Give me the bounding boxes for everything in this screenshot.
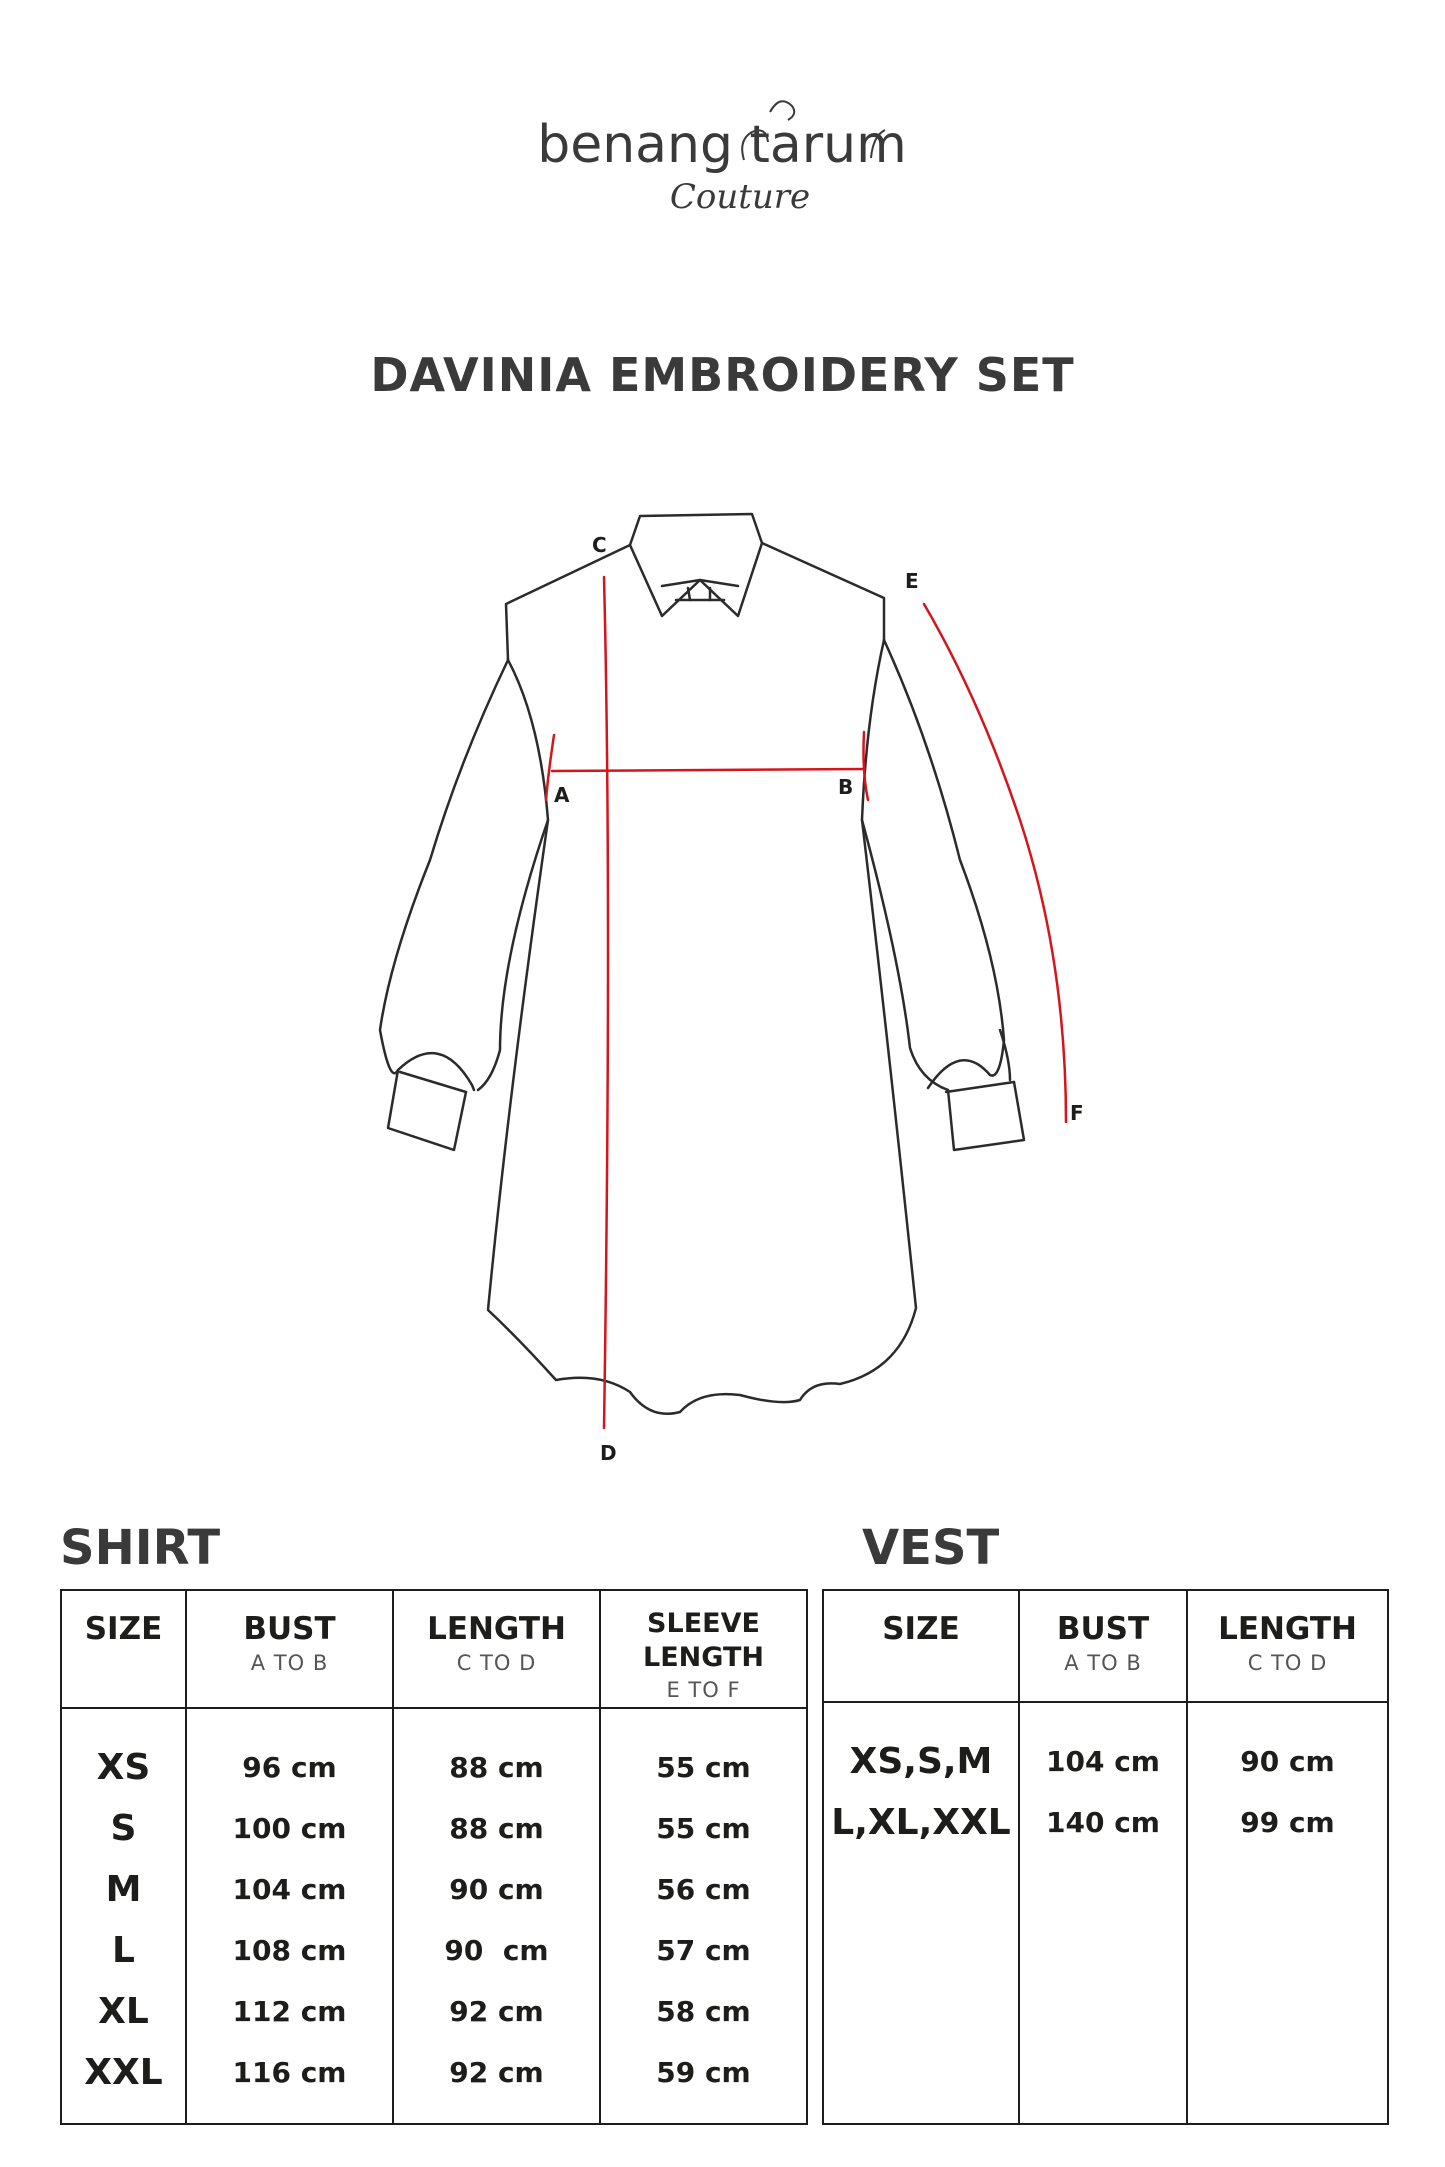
table-header-row [823, 1590, 1388, 1702]
table-body-row [823, 1702, 1388, 2124]
brand-subtitle: Couture [669, 177, 811, 217]
header-bust: BUST A TO B [186, 1590, 393, 1708]
point-e-label: E [905, 569, 919, 593]
length-value: 90 cm [444, 1934, 549, 1967]
length-value: 88 cm [449, 1751, 544, 1784]
size-value: S [110, 1808, 137, 1849]
table-header-row [61, 1590, 807, 1708]
header-length: LENGTH C TO D [1187, 1590, 1388, 1702]
sleeve-value: 57 cm [656, 1934, 751, 1967]
table-body-row [61, 1708, 807, 2124]
shirt-outline [380, 514, 1024, 1414]
size-column [823, 1702, 1019, 2124]
point-b-label: B [838, 775, 854, 799]
vest-size-table [822, 1589, 1389, 2125]
point-d-label: D [600, 1441, 617, 1465]
size-value: XXL [84, 2052, 163, 2093]
size-value: M [105, 1869, 142, 1910]
sleeve-column [600, 1708, 807, 2124]
bust-value: 104 cm [232, 1873, 347, 1906]
bust-value: 140 cm [1046, 1806, 1160, 1839]
length-value: 90 cm [1240, 1745, 1335, 1778]
product-title: DAVINIA EMBROIDERY SET [370, 348, 1075, 402]
shirt-size-table [60, 1589, 808, 2125]
shirt-section-title: SHIRT [60, 1520, 221, 1576]
sleeve-value: 56 cm [656, 1873, 751, 1906]
point-f-label: F [1070, 1101, 1084, 1125]
measurement-lines [546, 577, 1066, 1428]
sleeve-value: 58 cm [656, 1995, 751, 2028]
header-length: LENGTH C TO D [393, 1590, 600, 1708]
bust-value: 116 cm [232, 2056, 347, 2089]
length-value: 92 cm [449, 2056, 544, 2089]
bust-column [186, 1708, 393, 2124]
size-value: XS [96, 1747, 151, 1788]
length-value: 88 cm [449, 1812, 544, 1845]
vest-section-title: VEST [862, 1520, 1000, 1576]
size-value: L [112, 1930, 135, 1971]
header-sleeve-length: SLEEVE LENGTH E TO F [600, 1590, 807, 1708]
size-value: L,XL,XXL [831, 1802, 1011, 1843]
brand-name: benang tarum [537, 115, 907, 175]
length-value: 99 cm [1240, 1806, 1335, 1839]
bust-column [1019, 1702, 1187, 2124]
header-bust: BUST A TO B [1019, 1590, 1187, 1702]
bust-value: 96 cm [242, 1751, 337, 1784]
sleeve-value: 55 cm [656, 1812, 751, 1845]
point-c-label: C [592, 533, 607, 557]
brand-logo [0, 90, 1445, 220]
length-value: 90 cm [449, 1873, 544, 1906]
length-column [1187, 1702, 1388, 2124]
bust-value: 112 cm [232, 1995, 347, 2028]
garment-diagram [0, 490, 1445, 1490]
header-size: SIZE [823, 1590, 1019, 1702]
sleeve-value: 59 cm [656, 2056, 751, 2089]
header-size: SIZE [61, 1590, 186, 1708]
point-a-label: A [554, 783, 570, 807]
bust-value: 104 cm [1046, 1745, 1160, 1778]
sleeve-value: 55 cm [656, 1751, 751, 1784]
size-column [61, 1708, 186, 2124]
length-value: 92 cm [449, 1995, 544, 2028]
bust-value: 108 cm [232, 1934, 347, 1967]
size-value: XL [98, 1991, 149, 2032]
length-column [393, 1708, 600, 2124]
size-value: XS,S,M [849, 1741, 993, 1782]
bust-value: 100 cm [232, 1812, 347, 1845]
